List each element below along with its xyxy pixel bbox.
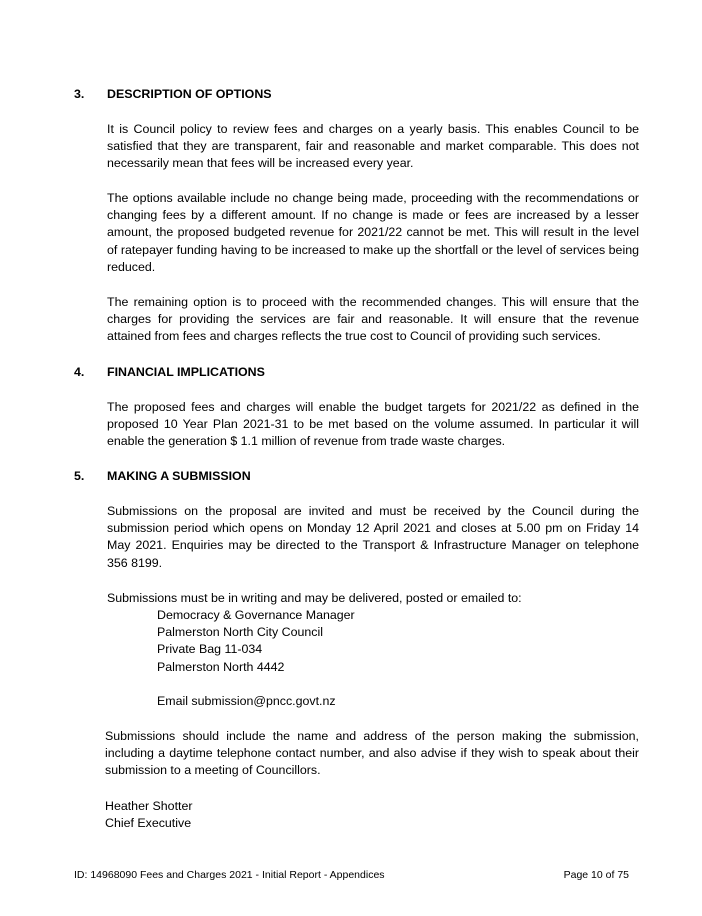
address-line: Private Bag 11-034	[157, 642, 263, 657]
section-4-heading	[74, 364, 265, 381]
email-line: Email submission@pncc.govt.nz	[157, 694, 336, 708]
section-title: MAKING A SUBMISSION	[107, 469, 251, 483]
section-number: 5.	[74, 469, 85, 483]
footer-document-id: ID: 14968090 Fees and Charges 2021 - Initial Report - Appendices	[74, 869, 385, 881]
section-number: 4.	[74, 365, 85, 379]
postal-address	[157, 607, 355, 676]
signature-block	[105, 798, 192, 832]
paragraph: It is Council policy to review fees and charges on a yearly basis. This enables Council to be satisfied that they are transparent, fair and reasonable and market comparable. This does not necessarily mean that fees will be increased every year.	[107, 122, 639, 171]
paragraph: The proposed fees and charges will enable the budget targets for 2021/22 as defined in the proposed 10 Year Plan 2021-31 to be met based on the volume assumed. In particular it will enable the generation $ 1.1 million of revenue from trade waste charges.	[107, 400, 639, 449]
signatory-role: Chief Executive	[105, 816, 192, 831]
section-number: 3.	[74, 87, 85, 101]
signatory-name: Heather Shotter	[105, 799, 193, 813]
paragraph: Submissions on the proposal are invited and must be received by the Council during the submission period which opens on Monday 12 April 2021 and closes at 5.00 pm on Friday 14 May 2021. Enquiries may be directed to the Transport & Infrastructure Manager on telephone 356 8199.	[107, 504, 639, 570]
paragraph: The remaining option is to proceed with the recommended changes. This will ensure that the charges for providing the services are fair and reasonable. It will ensure that the revenue attained from fees and charges reflects the true cost to Council of providing such services.	[107, 295, 639, 344]
address-line: Democracy & Governance Manager	[157, 608, 355, 622]
address-line: Palmerston North 4442	[157, 659, 285, 674]
address-line: Palmerston North City Council	[157, 625, 323, 640]
section-title: DESCRIPTION OF OPTIONS	[107, 87, 272, 101]
paragraph: Submissions must be in writing and may be delivered, posted or emailed to:	[107, 591, 522, 605]
footer-page-number: Page 10 of 75	[563, 869, 629, 881]
closing-paragraph: Submissions should include the name and address of the person making the submission, including a daytime telephone contact number, and also advise if they wish to speak about their submission to a meeting of Councillors.	[105, 729, 639, 778]
paragraph: The options available include no change being made, proceeding with the recommendations or changing fees by a different amount. If no change is made or fees are increased by a lesser amount, the proposed budgeted revenue for 2021/22 cannot be met. This will result in the level of ratepayer funding having to be increased to make up the shortfall or the level of services being reduced.	[107, 191, 639, 274]
section-title: FINANCIAL IMPLICATIONS	[107, 365, 265, 379]
section-5-heading	[74, 468, 251, 485]
section-3-heading	[74, 86, 272, 103]
